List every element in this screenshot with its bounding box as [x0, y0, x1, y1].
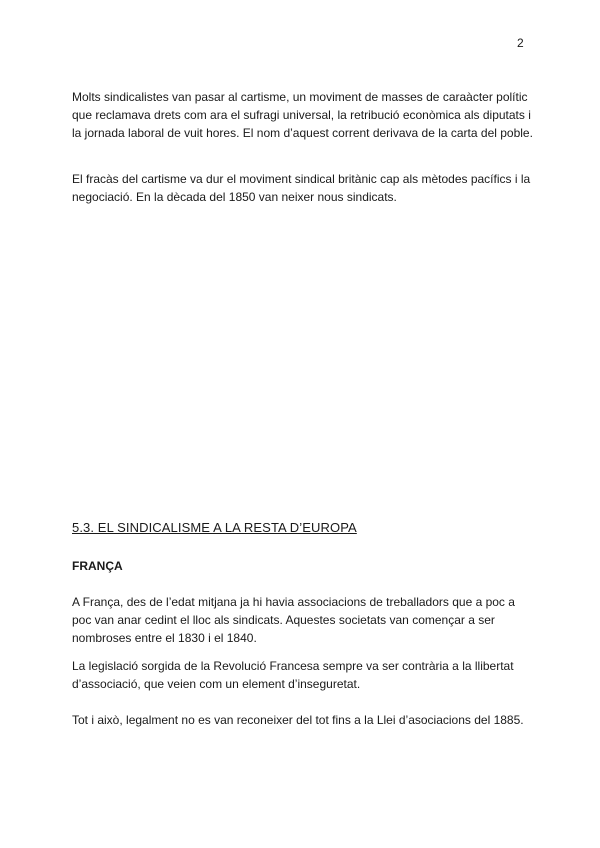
paragraph-cartisme: Molts sindicalistes van pasar al cartisme, un moviment de masses de caraàcter polític que reclamava drets com ara el sufragi universal, la retribució econòmica als diputats i la jornada laboral de vuit hores. El nom d’aquest corrent derivava de la carta del poble.	[72, 90, 533, 140]
paragraph-fracas-cartisme: El fracàs del cartisme va dur el moviment sindical britànic cap als mètodes pacífics i la negociació. En la dècada del 1850 van neixer nous sindicats.	[72, 172, 531, 204]
subheading-franca: FRANÇA	[72, 559, 123, 573]
section-heading: 5.3. EL SINDICALISME A LA RESTA D’EUROPA	[72, 520, 357, 535]
page-number: 2	[517, 36, 524, 50]
paragraph-franca-associacions: A França, des de l’edat mitjana ja hi havia associacions de treballadors que a poc a poc van anar cedint el lloc als sindicats. Aquestes societats van començar a ser nombroses entre el 1830 i el 1840.	[72, 595, 515, 645]
paragraph-legislacio: La legislació sorgida de la Revolució Francesa sempre va ser contrària a la llibertat d’associació, que veien com un element d’inseguretat.	[72, 659, 514, 691]
paragraph-llei-associacions: Tot i això, legalment no es van reconeixer del tot fins a la Llei d’asociacions del 1885.	[72, 713, 524, 727]
